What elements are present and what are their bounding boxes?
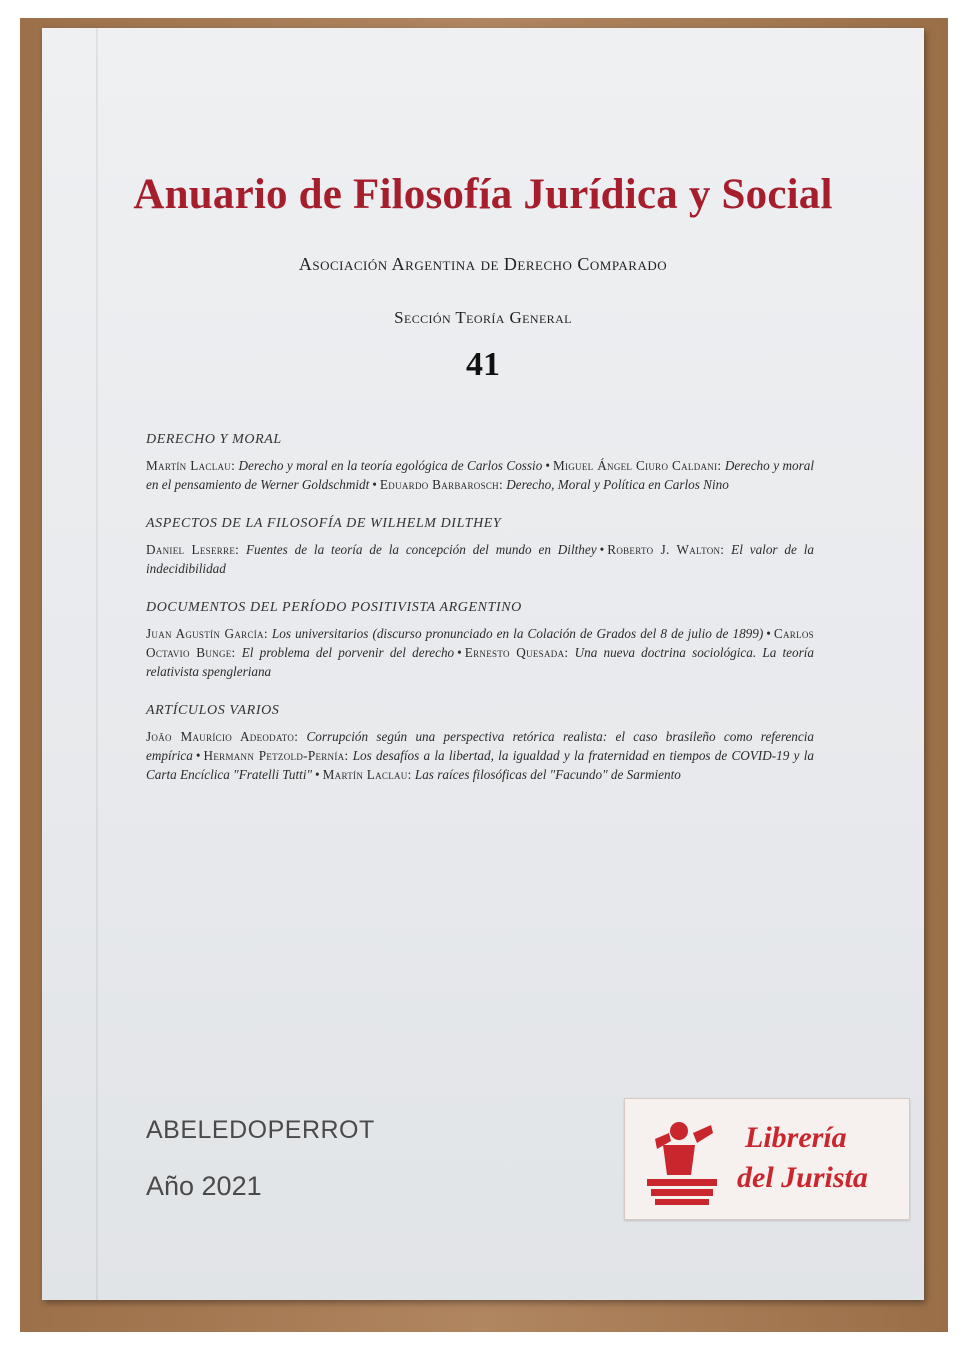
toc-author: Eduardo Barbarosch:: [379, 477, 503, 492]
toc-section: [146, 703, 814, 784]
toc-section: [146, 432, 814, 494]
toc-section-entries: [146, 540, 814, 578]
table-of-contents: [146, 432, 814, 806]
publication-year: Año 2021: [146, 1171, 262, 1201]
toc-article-title: El valor de la indecidibilidad: [146, 542, 814, 576]
bullet-separator: •: [195, 748, 201, 763]
toc-author: João Maurício Adeodato:: [146, 729, 299, 744]
toc-article-title: Fuentes de la teoría de la concepción del mundo en Dilthey: [245, 542, 597, 557]
book-cover: [42, 28, 924, 1300]
toc-article-title: Una nueva doctrina sociológica. La teoría relativista spengleriana: [146, 645, 815, 679]
toc-section-entries: [146, 456, 814, 494]
book-title: Anuario de Filosofía Jurídica y Social: [133, 171, 833, 218]
toc-article-title: Derecho y moral en la teoría egológica de Carlos Cossio: [238, 458, 543, 473]
toc-section: [146, 516, 814, 578]
bullet-separator: •: [315, 767, 320, 782]
toc-section-heading: DERECHO Y MORAL: [146, 432, 282, 447]
toc-article-title: Derecho, Moral y Política en Carlos Nino: [506, 477, 729, 492]
toc-author: Martín Laclau:: [322, 767, 412, 782]
toc-section-heading: ARTÍCULOS VARIOS: [146, 703, 280, 718]
toc-author: Hermann Petzold-Pernía:: [203, 748, 349, 763]
toc-author: Martín Laclau:: [146, 458, 236, 473]
toc-article-title: Los universitarios (discurso pronunciado en la Colación de Grados del 8 de julio de 1899): [271, 626, 764, 641]
sticker-text-line2: del Jurista: [737, 1161, 868, 1194]
toc-section-entries: [146, 727, 814, 784]
bullet-separator: •: [457, 645, 462, 660]
toc-author: Carlos Octavio Bunge:: [146, 626, 814, 660]
toc-author: Daniel Leserre:: [146, 542, 240, 557]
toc-article-title: El problema del porvenir del derecho: [241, 645, 455, 660]
bullet-separator: •: [766, 626, 771, 641]
toc-author: Ernesto Quesada:: [464, 645, 569, 660]
bullet-separator: •: [372, 477, 377, 492]
toc-section-heading: ASPECTOS DE LA FILOSOFÍA DE WILHELM DILTHEY: [146, 516, 502, 531]
toc-article-title: Derecho y moral en el pensamiento de Werner Goldschmidt: [146, 458, 814, 492]
sticker-text-line1: Librería: [745, 1121, 847, 1154]
toc-section: [146, 600, 814, 681]
toc-article-title: Corrupción según una perspectiva retórica realista: el caso brasileño como referencia empírica: [146, 729, 815, 763]
volume-number: 41: [466, 346, 500, 383]
bookstore-sticker: [624, 1098, 910, 1220]
publisher-name: ABELEDOPERROT: [146, 1116, 375, 1144]
book-subtitle: Asociación Argentina de Derecho Comparado: [298, 254, 668, 274]
jurist-logo-icon: [633, 1109, 733, 1209]
toc-author: Juan Agustín García:: [146, 626, 268, 641]
toc-section-entries: [146, 624, 814, 681]
toc-section-heading: DOCUMENTOS DEL PERÍODO POSITIVISTA ARGENTINO: [146, 600, 522, 615]
book-section: Sección Teoría General: [394, 308, 572, 327]
bullet-separator: •: [599, 542, 605, 557]
bullet-separator: •: [545, 458, 550, 473]
toc-article-title: Las raíces filosóficas del "Facundo" de Sarmiento: [414, 767, 681, 782]
toc-author: Roberto J. Walton:: [607, 542, 725, 557]
toc-author: Miguel Ángel Ciuro Caldani:: [552, 458, 722, 473]
toc-article-title: Los desafíos a la libertad, la igualdad y la fraternidad en tiempos de COVID-19 y la Carta Encíclica "Fratelli Tutti": [146, 748, 815, 782]
